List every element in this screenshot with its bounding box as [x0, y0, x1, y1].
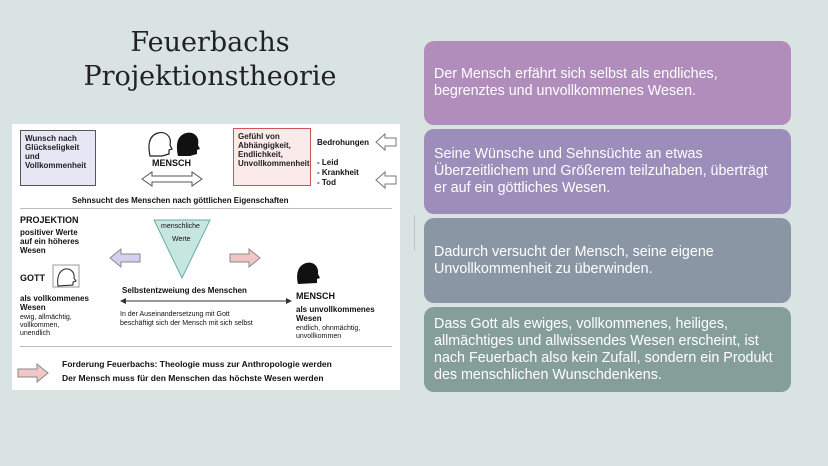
info-card-3-text: Dadurch versucht der Mensch, seine eigene Unvollkommenheit zu überwinden. [434, 243, 714, 277]
head-filled-icon [294, 260, 322, 286]
projection-diagram: Wunsch nach Glückseligkeit und Vollkommenheit MENSCH Gefühl von Abhängigkeit, Endlichkeit, Unvollkommenheit Bedrohungen - Leid - Krankheit - Tod Sehnsucht des Menschen nach göttlichen Eigenschaften PROJEKTION positiver Werte auf ein höheres Wesen menschliche Werte GOTT als vollkommenes Wesen ewig, allmächtig, vollkommen, unendlich Selbstentzweiung des Menschen In der Auseinandersetzung mit Gott beschäftigt sich der Mensch mit sich selbst MENSCH als unvollkommenes Wesen endlich, ohnmächtig, unvollkommen Forderung Feuerbachs: Theologie muss zur Anthropologie werden Der Mensch muss für den Menschen das höchste Wesen werden [12, 124, 400, 390]
threat-3: - Tod [317, 178, 336, 187]
threats-title: Bedrohungen [317, 138, 369, 147]
slide-title [60, 26, 360, 94]
info-card-1 [424, 41, 791, 125]
info-card-2-text: Seine Wünsche und Sehnsüchte an etwas Überzeitlichem und Größerem teilzuhaben, überträgt er auf ein göttliches Wesen. [434, 146, 768, 196]
info-card-4 [424, 307, 791, 392]
dependency-box: Gefühl von Abhängigkeit, Endlichkeit, Unvollkommenheit [233, 128, 311, 186]
mensch-bottom-label: MENSCH [296, 291, 336, 301]
projektion-title: PROJEKTION [20, 215, 79, 225]
title-line-2: Projektionstheorie [83, 61, 337, 92]
info-card-4-text: Dass Gott als ewiges, vollkommenes, heiliges, allmächtiges und allwissendes Wesen erscheint, ist nach Feuerbach also kein Zufall, sondern ein Produkt des menschlichen Wunschdenkens. [434, 315, 773, 383]
wish-box: Wunsch nach Glückseligkeit und Vollkommenheit [20, 130, 96, 186]
info-card-1-text: Der Mensch erfährt sich selbst als endliches, begrenztes und unvollkommenes Wesen. [434, 66, 718, 99]
divider-line-2 [20, 346, 392, 347]
long-arrow-icon [120, 296, 292, 306]
arrow-left-icon [374, 132, 398, 152]
head-outline-icon [52, 264, 80, 288]
triangle-text-2: Werte [172, 236, 191, 243]
threat-2: - Krankheit [317, 168, 359, 177]
slide-divider [414, 215, 415, 251]
divider-line [20, 208, 392, 209]
title-line-1: Feuerbachs [130, 27, 290, 58]
arrow-pink-icon [228, 247, 262, 269]
info-card-3 [424, 218, 791, 303]
forderung-line-2: Der Mensch muss für den Menschen das höchste Wesen werden [62, 373, 324, 383]
heads-icon [144, 128, 204, 158]
arrow-left-icon-2 [374, 170, 398, 190]
longing-label: Sehnsucht des Menschen nach göttlichen Eigenschaften [72, 196, 289, 205]
arrow-purple-icon [108, 247, 142, 269]
threat-1: - Leid [317, 158, 339, 167]
mensch-top-label: MENSCH [152, 158, 192, 168]
forderung-line-1: Forderung Feuerbachs: Theologie muss zur Anthropologie werden [62, 359, 332, 369]
double-arrow-icon [140, 170, 204, 188]
gott-title: GOTT [20, 273, 45, 283]
arrow-forderung-icon [16, 362, 50, 384]
self-division-label: Selbstentzweiung des Menschen [122, 286, 247, 295]
triangle-text-1: menschliche [161, 223, 200, 230]
info-card-2 [424, 129, 791, 214]
